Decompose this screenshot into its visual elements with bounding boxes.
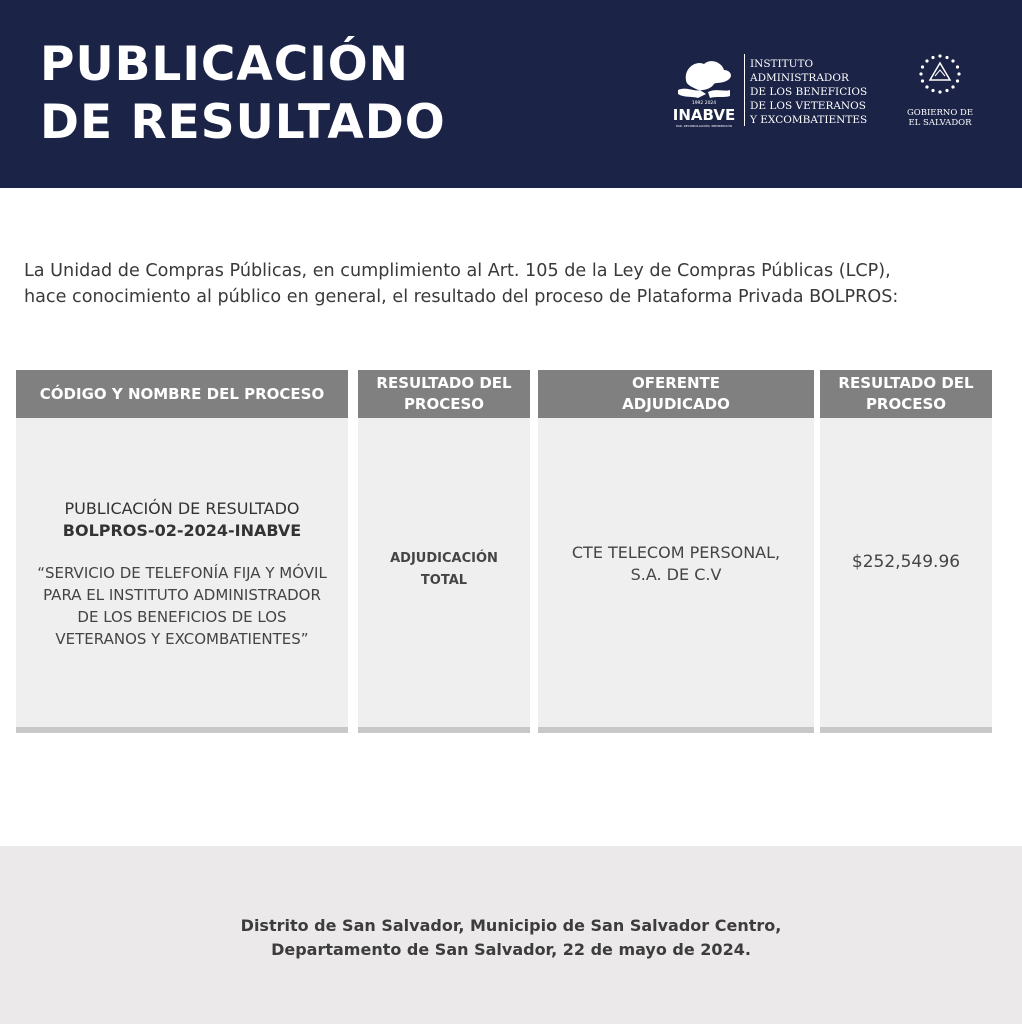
table-header-amount bbox=[820, 370, 992, 418]
institute-line: DE LOS VETERANOS bbox=[750, 100, 866, 112]
bidder-text: S.A. DE C.V bbox=[630, 565, 722, 584]
cell-result bbox=[358, 418, 530, 730]
process-title: PUBLICACIÓN DE RESULTADO bbox=[64, 499, 300, 518]
cell-amount bbox=[820, 418, 992, 730]
gobierno-line: EL SALVADOR bbox=[908, 118, 972, 128]
intro-paragraph bbox=[24, 258, 1004, 310]
intro-line: La Unidad de Compras Públicas, en cumplimiento al Art. 105 de la Ley de Compras Públicas (LCP), bbox=[24, 261, 891, 281]
cell-bidder bbox=[538, 418, 814, 730]
title-line-2: DE RESULTADO bbox=[40, 95, 446, 150]
row-divider bbox=[820, 727, 992, 733]
process-code: BOLPROS-02-2024-INABVE bbox=[62, 521, 302, 540]
footer-location-date bbox=[0, 914, 1022, 962]
header-text: RESULTADO DEL bbox=[376, 374, 512, 392]
institute-line: INSTITUTO bbox=[750, 58, 814, 70]
table-header-result bbox=[358, 370, 530, 418]
header-text: PROCESO bbox=[865, 395, 947, 413]
footer-line: Distrito de San Salvador, Municipio de San Salvador Centro, bbox=[240, 916, 782, 935]
intro-line: hace conocimiento al público en general, el resultado del proceso de Plataforma Privada BOLPROS: bbox=[24, 287, 899, 307]
gobierno-label bbox=[900, 108, 980, 128]
institute-name bbox=[750, 57, 867, 127]
table-header-process bbox=[16, 370, 348, 418]
institute-line: ADMINISTRADOR bbox=[750, 72, 849, 84]
header-text: RESULTADO DEL bbox=[838, 374, 974, 392]
header-text: OFERENTE bbox=[631, 374, 721, 392]
page-title bbox=[40, 36, 446, 152]
process-description: “SERVICIO DE TELEFONÍA FIJA Y MÓVIL PARA EL INSTITUTO ADMINISTRADOR DE LOS BENEFICIOS DE LOS VETERANOS Y EXCOMBATIENTES” bbox=[37, 564, 327, 648]
amount-text: $252,549.96 bbox=[851, 552, 961, 572]
institute-line: DE LOS BENEFICIOS bbox=[750, 86, 868, 98]
logo-divider bbox=[744, 54, 745, 126]
footer-line: Departamento de San Salvador, 22 de mayo de 2024. bbox=[271, 940, 751, 959]
header-text: ADJUDICADO bbox=[622, 395, 730, 413]
header-text: PROCESO bbox=[403, 395, 485, 413]
bidder-text: CTE TELECOM PERSONAL, bbox=[571, 543, 781, 562]
result-text: TOTAL bbox=[420, 573, 468, 588]
gobierno-line: GOBIERNO DE bbox=[906, 108, 974, 118]
inabve-logo-tagline: PAZ, RECONCILIACIÓN, REINSERCIÓN bbox=[676, 124, 732, 128]
row-divider bbox=[538, 727, 814, 733]
header-banner bbox=[0, 0, 1022, 188]
inabve-logo bbox=[664, 54, 744, 134]
inabve-logo-name: INABVE bbox=[672, 106, 736, 124]
inabve-logo-years: 1992 2024 bbox=[691, 101, 717, 106]
header-text: CÓDIGO Y NOMBRE DEL PROCESO bbox=[39, 384, 325, 403]
row-divider bbox=[358, 727, 530, 733]
row-divider bbox=[16, 727, 348, 733]
title-line-1: PUBLICACIÓN bbox=[40, 37, 410, 92]
result-text: ADJUDICACIÓN bbox=[390, 551, 498, 566]
institute-line: Y EXCOMBATIENTES bbox=[750, 114, 868, 126]
table-header-bidder bbox=[538, 370, 814, 418]
cell-process bbox=[16, 418, 348, 730]
